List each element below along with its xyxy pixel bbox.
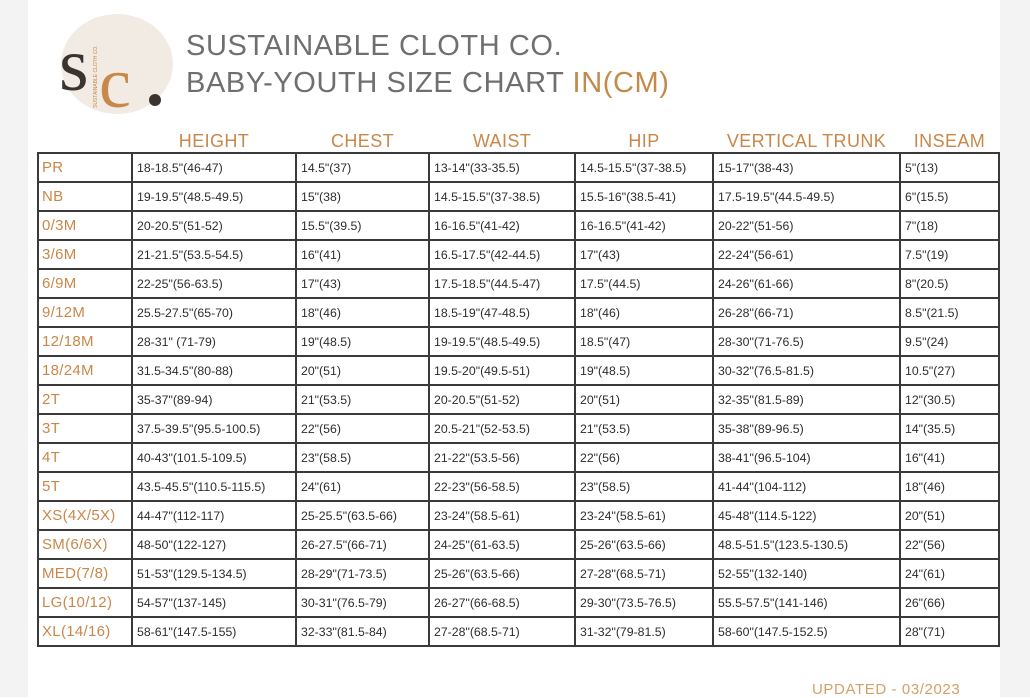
table-row <box>38 153 999 182</box>
height-cell: 43.5-45.5"(110.5-115.5) <box>132 472 296 501</box>
table-row <box>38 472 999 501</box>
vertical-trunk-cell: 26-28"(66-71) <box>713 298 900 327</box>
size-chart-table <box>37 126 1000 647</box>
table-row <box>38 414 999 443</box>
hip-cell: 16-16.5"(41-42) <box>575 211 713 240</box>
vertical-trunk-cell: 45-48"(114.5-122) <box>713 501 900 530</box>
hip-cell: 23-24"(58.5-61) <box>575 501 713 530</box>
chest-cell: 22"(56) <box>296 414 429 443</box>
size-label-cell: 3T <box>38 414 132 443</box>
inseam-cell: 12"(30.5) <box>900 385 999 414</box>
table-row <box>38 327 999 356</box>
vertical-trunk-cell: 20-22"(51-56) <box>713 211 900 240</box>
chest-cell: 19"(48.5) <box>296 327 429 356</box>
table-row <box>38 588 999 617</box>
chart-title-text: BABY-YOUTH SIZE CHART <box>186 67 573 99</box>
table-row <box>38 617 999 646</box>
hip-cell: 15.5-16"(38.5-41) <box>575 182 713 211</box>
chest-cell: 18"(46) <box>296 298 429 327</box>
inseam-cell: 24"(61) <box>900 559 999 588</box>
left-margin <box>0 0 28 697</box>
waist-cell: 19.5-20"(49.5-51) <box>429 356 575 385</box>
header-row <box>38 126 999 153</box>
hip-cell: 29-30"(73.5-76.5) <box>575 588 713 617</box>
inseam-cell: 7.5"(19) <box>900 240 999 269</box>
column-header-hip: HIP <box>575 126 713 153</box>
size-label-cell: SM(6/6X) <box>38 530 132 559</box>
logo-letter-c: c <box>99 43 131 116</box>
hip-cell: 18.5"(47) <box>575 327 713 356</box>
inseam-cell: 14"(35.5) <box>900 414 999 443</box>
chest-cell: 30-31"(76.5-79) <box>296 588 429 617</box>
waist-cell: 20-20.5"(51-52) <box>429 385 575 414</box>
hip-cell: 19"(48.5) <box>575 356 713 385</box>
hip-cell: 25-26"(63.5-66) <box>575 530 713 559</box>
right-margin <box>1000 0 1030 697</box>
waist-cell: 16.5-17.5"(42-44.5) <box>429 240 575 269</box>
vertical-trunk-cell: 32-35"(81.5-89) <box>713 385 900 414</box>
chest-cell: 21"(53.5) <box>296 385 429 414</box>
hip-cell: 18"(46) <box>575 298 713 327</box>
size-label-cell: 2T <box>38 385 132 414</box>
inseam-cell: 26"(66) <box>900 588 999 617</box>
waist-cell: 21-22"(53.5-56) <box>429 443 575 472</box>
hip-cell: 20"(51) <box>575 385 713 414</box>
vertical-trunk-cell: 38-41"(96.5-104) <box>713 443 900 472</box>
height-cell: 37.5-39.5"(95.5-100.5) <box>132 414 296 443</box>
hip-cell: 31-32"(79-81.5) <box>575 617 713 646</box>
waist-cell: 13-14"(33-35.5) <box>429 153 575 182</box>
hip-cell: 17.5"(44.5) <box>575 269 713 298</box>
inseam-cell: 6"(15.5) <box>900 182 999 211</box>
size-label-cell: XS(4X/5X) <box>38 501 132 530</box>
waist-cell: 22-23"(56-58.5) <box>429 472 575 501</box>
size-label-cell: PR <box>38 153 132 182</box>
vertical-trunk-cell: 52-55"(132-140) <box>713 559 900 588</box>
logo-letter-s: s <box>59 23 89 107</box>
vertical-trunk-cell: 35-38"(89-96.5) <box>713 414 900 443</box>
vertical-trunk-cell: 30-32"(76.5-81.5) <box>713 356 900 385</box>
updated-date: UPDATED - 03/2023 <box>812 681 961 698</box>
height-cell: 20-20.5"(51-52) <box>132 211 296 240</box>
hip-cell: 17"(43) <box>575 240 713 269</box>
height-cell: 31.5-34.5"(80-88) <box>132 356 296 385</box>
hip-cell: 27-28"(68.5-71) <box>575 559 713 588</box>
vertical-trunk-cell: 55.5-57.5"(141-146) <box>713 588 900 617</box>
inseam-cell: 16"(41) <box>900 443 999 472</box>
height-cell: 40-43"(101.5-109.5) <box>132 443 296 472</box>
chest-cell: 25-25.5"(63.5-66) <box>296 501 429 530</box>
waist-cell: 18.5-19"(47-48.5) <box>429 298 575 327</box>
vertical-trunk-cell: 22-24"(56-61) <box>713 240 900 269</box>
table-row <box>38 356 999 385</box>
hip-cell: 22"(56) <box>575 443 713 472</box>
height-cell: 54-57"(137-145) <box>132 588 296 617</box>
waist-cell: 24-25"(61-63.5) <box>429 530 575 559</box>
chest-cell: 16"(41) <box>296 240 429 269</box>
inseam-cell: 9.5"(24) <box>900 327 999 356</box>
waist-cell: 23-24"(58.5-61) <box>429 501 575 530</box>
chest-cell: 23"(58.5) <box>296 443 429 472</box>
unit-label: IN(CM) <box>572 67 670 99</box>
inseam-cell: 22"(56) <box>900 530 999 559</box>
size-label-cell: 4T <box>38 443 132 472</box>
table-row <box>38 269 999 298</box>
size-label-cell: 5T <box>38 472 132 501</box>
height-cell: 25.5-27.5"(65-70) <box>132 298 296 327</box>
height-cell: 22-25"(56-63.5) <box>132 269 296 298</box>
table-body <box>38 153 999 646</box>
table-row <box>38 559 999 588</box>
logo-dot <box>149 94 161 106</box>
size-label-cell: 3/6M <box>38 240 132 269</box>
chest-cell: 17"(43) <box>296 269 429 298</box>
size-label-cell: XL(14/16) <box>38 617 132 646</box>
hip-cell: 23"(58.5) <box>575 472 713 501</box>
height-cell: 44-47"(112-117) <box>132 501 296 530</box>
column-header-height: HEIGHT <box>132 126 296 153</box>
table-row <box>38 182 999 211</box>
table-row <box>38 443 999 472</box>
vertical-trunk-cell: 24-26"(61-66) <box>713 269 900 298</box>
chest-cell: 26-27.5"(66-71) <box>296 530 429 559</box>
table-row <box>38 240 999 269</box>
size-label-cell: 12/18M <box>38 327 132 356</box>
column-header-chest: CHEST <box>296 126 429 153</box>
waist-cell: 19-19.5"(48.5-49.5) <box>429 327 575 356</box>
vertical-trunk-cell: 17.5-19.5"(44.5-49.5) <box>713 182 900 211</box>
inseam-cell: 28"(71) <box>900 617 999 646</box>
chart-title <box>186 67 670 100</box>
vertical-trunk-cell: 41-44"(104-112) <box>713 472 900 501</box>
column-header-size <box>38 126 132 153</box>
size-label-cell: 6/9M <box>38 269 132 298</box>
table-row <box>38 211 999 240</box>
vertical-trunk-cell: 58-60"(147.5-152.5) <box>713 617 900 646</box>
chest-cell: 15.5"(39.5) <box>296 211 429 240</box>
table-header <box>38 126 999 153</box>
inseam-cell: 18"(46) <box>900 472 999 501</box>
chest-cell: 24"(61) <box>296 472 429 501</box>
size-label-cell: 9/12M <box>38 298 132 327</box>
vertical-trunk-cell: 15-17"(38-43) <box>713 153 900 182</box>
table-row <box>38 385 999 414</box>
chest-cell: 14.5"(37) <box>296 153 429 182</box>
chest-cell: 32-33"(81.5-84) <box>296 617 429 646</box>
waist-cell: 16-16.5"(41-42) <box>429 211 575 240</box>
column-header-waist: WAIST <box>429 126 575 153</box>
inseam-cell: 5"(13) <box>900 153 999 182</box>
height-cell: 35-37"(89-94) <box>132 385 296 414</box>
size-label-cell: MED(7/8) <box>38 559 132 588</box>
height-cell: 51-53"(129.5-134.5) <box>132 559 296 588</box>
height-cell: 58-61"(147.5-155) <box>132 617 296 646</box>
size-label-cell: 18/24M <box>38 356 132 385</box>
chest-cell: 20"(51) <box>296 356 429 385</box>
height-cell: 18-18.5"(46-47) <box>132 153 296 182</box>
table-row <box>38 501 999 530</box>
waist-cell: 14.5-15.5"(37-38.5) <box>429 182 575 211</box>
hip-cell: 14.5-15.5"(37-38.5) <box>575 153 713 182</box>
column-header-vertical-trunk: VERTICAL TRUNK <box>713 126 900 153</box>
inseam-cell: 8.5"(21.5) <box>900 298 999 327</box>
inseam-cell: 7"(18) <box>900 211 999 240</box>
height-cell: 19-19.5"(48.5-49.5) <box>132 182 296 211</box>
vertical-trunk-cell: 28-30"(71-76.5) <box>713 327 900 356</box>
inseam-cell: 10.5"(27) <box>900 356 999 385</box>
vertical-trunk-cell: 48.5-51.5"(123.5-130.5) <box>713 530 900 559</box>
waist-cell: 27-28"(68.5-71) <box>429 617 575 646</box>
chest-cell: 15"(38) <box>296 182 429 211</box>
size-label-cell: NB <box>38 182 132 211</box>
size-label-cell: LG(10/12) <box>38 588 132 617</box>
height-cell: 48-50"(122-127) <box>132 530 296 559</box>
column-header-inseam: INSEAM <box>900 126 999 153</box>
logo-vertical-text: SUSTAINABLE CLOTH CO. <box>93 45 99 108</box>
table-row <box>38 298 999 327</box>
brand-name: SUSTAINABLE CLOTH CO. <box>186 30 563 62</box>
height-cell: 28-31" (71-79) <box>132 327 296 356</box>
chest-cell: 28-29"(71-73.5) <box>296 559 429 588</box>
hip-cell: 21"(53.5) <box>575 414 713 443</box>
waist-cell: 17.5-18.5"(44.5-47) <box>429 269 575 298</box>
table-row <box>38 530 999 559</box>
waist-cell: 26-27"(66-68.5) <box>429 588 575 617</box>
inseam-cell: 20"(51) <box>900 501 999 530</box>
waist-cell: 25-26"(63.5-66) <box>429 559 575 588</box>
height-cell: 21-21.5"(53.5-54.5) <box>132 240 296 269</box>
waist-cell: 20.5-21"(52-53.5) <box>429 414 575 443</box>
inseam-cell: 8"(20.5) <box>900 269 999 298</box>
size-label-cell: 0/3M <box>38 211 132 240</box>
brand-logo <box>57 12 175 116</box>
